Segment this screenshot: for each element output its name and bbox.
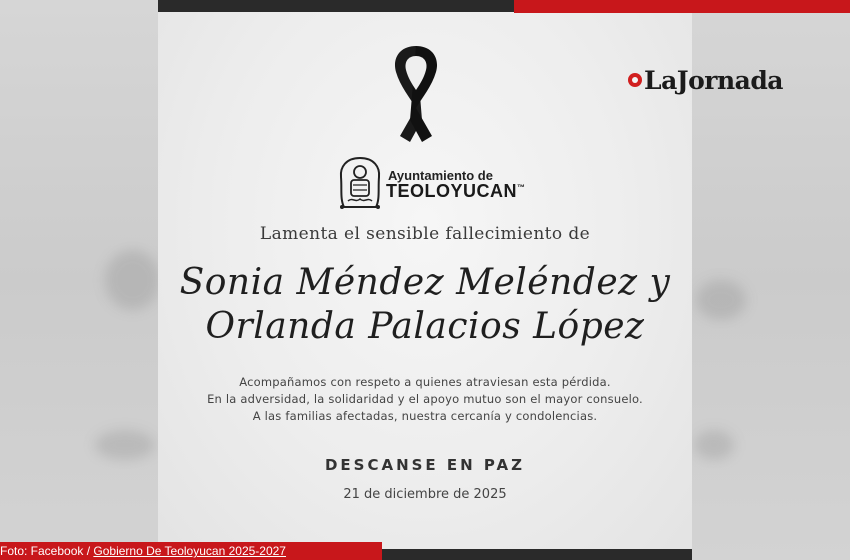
- la-jornada-wordmark: LaJornada: [644, 65, 784, 95]
- blurred-text-shape: [694, 430, 734, 460]
- deceased-name-line-2: Orlanda Palacios López: [205, 306, 645, 347]
- photo-credit-prefix: Foto: Facebook /: [0, 544, 94, 558]
- condolence-text-line-2: En la adversidad, la solidaridad y el apoyo mutuo son el mayor consuelo.: [207, 392, 643, 406]
- blurred-emblem-shape: [105, 250, 160, 310]
- mourning-ribbon-icon: [370, 38, 462, 144]
- teoloyucan-emblem-icon: [336, 155, 384, 213]
- date-text: 21 de diciembre de 2025: [343, 487, 507, 502]
- top-red-bar: [514, 0, 850, 13]
- condolence-text-line-1: Acompañamos con respeto a quienes atraviesan esta pérdida.: [239, 375, 611, 389]
- descanse-en-paz-heading: DESCANSE EN PAZ: [324, 456, 526, 474]
- condolence-text-line-3: A las familias afectadas, nuestra cercanía y condolencias.: [252, 409, 598, 423]
- lamenta-heading: Lamenta el sensible fallecimiento de: [259, 224, 591, 244]
- blurred-background-left: [0, 0, 160, 560]
- la-jornada-mark-icon: [628, 73, 642, 87]
- top-dark-bar: [158, 0, 514, 12]
- photo-credit: [0, 543, 286, 559]
- teoloyucan-label: TEOLOYUCAN™: [386, 181, 526, 201]
- deceased-name-line-1: Sonia Méndez Meléndez y: [179, 262, 671, 303]
- la-jornada-logo[interactable]: [628, 62, 783, 98]
- photo-credit-link[interactable]: Gobierno De Teoloyucan 2025-2027: [93, 544, 286, 558]
- bottom-dark-bar: [380, 549, 692, 560]
- blurred-text-shape: [95, 430, 155, 460]
- ayuntamiento-label: Ayuntamiento de: [388, 168, 493, 183]
- blurred-text-shape: [696, 280, 746, 320]
